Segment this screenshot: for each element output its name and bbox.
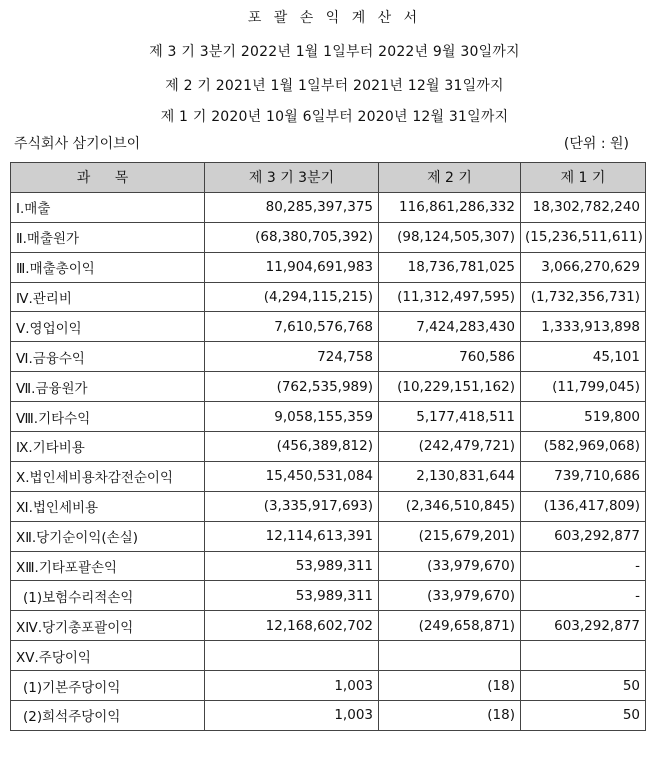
- cell-period-1: -: [521, 581, 646, 611]
- table-row: [11, 432, 646, 462]
- cell-period-1: 3,066,270,629: [521, 252, 646, 282]
- cell-period-1: 45,101: [521, 342, 646, 372]
- cell-period-2: 116,861,286,332: [379, 192, 521, 222]
- column-header-period-3: 제 3 기 3분기: [205, 163, 379, 193]
- table-header-row: [11, 163, 646, 193]
- table-row: [11, 402, 646, 432]
- unit-label: (단위 : 원): [563, 136, 629, 152]
- cell-period-2: (249,658,871): [379, 611, 521, 641]
- cell-period-2: 760,586: [379, 342, 521, 372]
- cell-period-2: (18): [379, 701, 521, 731]
- table-row: [11, 521, 646, 551]
- cell-period-3: 12,114,613,391: [205, 521, 379, 551]
- cell-period-1: (11,799,045): [521, 372, 646, 402]
- table-row: [11, 192, 646, 222]
- row-label: Ⅸ.기타비용: [11, 432, 205, 462]
- cell-period-1: -: [521, 551, 646, 581]
- cell-period-3: [205, 641, 379, 671]
- table-row: [11, 491, 646, 521]
- table-row: [11, 312, 646, 342]
- cell-period-3: 9,058,155,359: [205, 402, 379, 432]
- cell-period-1: (582,969,068): [521, 432, 646, 462]
- row-label: Ⅰ.매출: [11, 192, 205, 222]
- row-label: Ⅴ.영업이익: [11, 312, 205, 342]
- table-row: [11, 342, 646, 372]
- company-name: 주식회사 삼기이브이: [14, 136, 141, 152]
- row-label: (1)기본주당이익: [11, 671, 205, 701]
- column-header-period-1: 제 1 기: [521, 163, 646, 193]
- cell-period-1: 50: [521, 671, 646, 701]
- cell-period-2: (215,679,201): [379, 521, 521, 551]
- cell-period-3: 53,989,311: [205, 581, 379, 611]
- cell-period-2: (2,346,510,845): [379, 491, 521, 521]
- income-statement-table: [10, 162, 646, 731]
- table-row: [11, 282, 646, 312]
- cell-period-3: (762,535,989): [205, 372, 379, 402]
- row-label: Ⅹ.법인세비용차감전순이익: [11, 461, 205, 491]
- row-label: Ⅲ.매출총이익: [11, 252, 205, 282]
- table-row: [11, 701, 646, 731]
- cell-period-1: 519,800: [521, 402, 646, 432]
- cell-period-3: 80,285,397,375: [205, 192, 379, 222]
- cell-period-3: 724,758: [205, 342, 379, 372]
- cell-period-3: (4,294,115,215): [205, 282, 379, 312]
- table-row: [11, 581, 646, 611]
- cell-period-2: (33,979,670): [379, 581, 521, 611]
- cell-period-2: (10,229,151,162): [379, 372, 521, 402]
- row-label: Ⅱ.매출원가: [11, 222, 205, 252]
- cell-period-2: [379, 641, 521, 671]
- cell-period-1: 1,333,913,898: [521, 312, 646, 342]
- cell-period-3: 15,450,531,084: [205, 461, 379, 491]
- cell-period-3: (3,335,917,693): [205, 491, 379, 521]
- cell-period-2: 2,130,831,644: [379, 461, 521, 491]
- table-row: [11, 372, 646, 402]
- cell-period-1: (1,732,356,731): [521, 282, 646, 312]
- cell-period-2: (18): [379, 671, 521, 701]
- period-line-3: 제 3 기 3분기 2022년 1월 1일부터 2022년 9월 30일까지: [149, 44, 520, 60]
- row-label: ⅩⅡ.당기순이익(손실): [11, 521, 205, 551]
- table-row: [11, 252, 646, 282]
- period-line-1: 제 1 기 2020년 10월 6일부터 2020년 12월 31일까지: [160, 109, 509, 125]
- cell-period-2: 5,177,418,511: [379, 402, 521, 432]
- cell-period-1: (15,236,511,611): [521, 222, 646, 252]
- table-row: [11, 671, 646, 701]
- cell-period-1: 50: [521, 701, 646, 731]
- cell-period-1: [521, 641, 646, 671]
- period-line-2: 제 2 기 2021년 1월 1일부터 2021년 12월 31일까지: [165, 78, 504, 94]
- row-label: ⅩⅣ.당기총포괄이익: [11, 611, 205, 641]
- table-row: [11, 611, 646, 641]
- table-row: [11, 461, 646, 491]
- cell-period-2: 7,424,283,430: [379, 312, 521, 342]
- row-label: ⅩⅢ.기타포괄손익: [11, 551, 205, 581]
- cell-period-1: 18,302,782,240: [521, 192, 646, 222]
- row-label: Ⅷ.기타수익: [11, 402, 205, 432]
- row-label: (2)희석주당이익: [11, 701, 205, 731]
- row-label: Ⅵ.금융수익: [11, 342, 205, 372]
- cell-period-1: 739,710,686: [521, 461, 646, 491]
- cell-period-2: 18,736,781,025: [379, 252, 521, 282]
- cell-period-3: 12,168,602,702: [205, 611, 379, 641]
- cell-period-1: (136,417,809): [521, 491, 646, 521]
- row-label: Ⅶ.금융원가: [11, 372, 205, 402]
- column-header-period-2: 제 2 기: [379, 163, 521, 193]
- table-row: [11, 641, 646, 671]
- row-label: (1)보험수리적손익: [11, 581, 205, 611]
- cell-period-3: 1,003: [205, 671, 379, 701]
- row-label: Ⅳ.관리비: [11, 282, 205, 312]
- cell-period-2: (11,312,497,595): [379, 282, 521, 312]
- table-row: [11, 222, 646, 252]
- cell-period-2: (33,979,670): [379, 551, 521, 581]
- cell-period-2: (242,479,721): [379, 432, 521, 462]
- cell-period-2: (98,124,505,307): [379, 222, 521, 252]
- cell-period-1: 603,292,877: [521, 521, 646, 551]
- cell-period-3: 11,904,691,983: [205, 252, 379, 282]
- document-title: 포 괄 손 익 계 산 서: [247, 10, 422, 26]
- cell-period-3: (68,380,705,392): [205, 222, 379, 252]
- cell-period-1: 603,292,877: [521, 611, 646, 641]
- cell-period-3: 7,610,576,768: [205, 312, 379, 342]
- row-label: ⅩⅤ.주당이익: [11, 641, 205, 671]
- row-label: Ⅺ.법인세비용: [11, 491, 205, 521]
- table-row: [11, 551, 646, 581]
- cell-period-3: 53,989,311: [205, 551, 379, 581]
- cell-period-3: 1,003: [205, 701, 379, 731]
- column-header-account: 과 목: [11, 163, 205, 193]
- cell-period-3: (456,389,812): [205, 432, 379, 462]
